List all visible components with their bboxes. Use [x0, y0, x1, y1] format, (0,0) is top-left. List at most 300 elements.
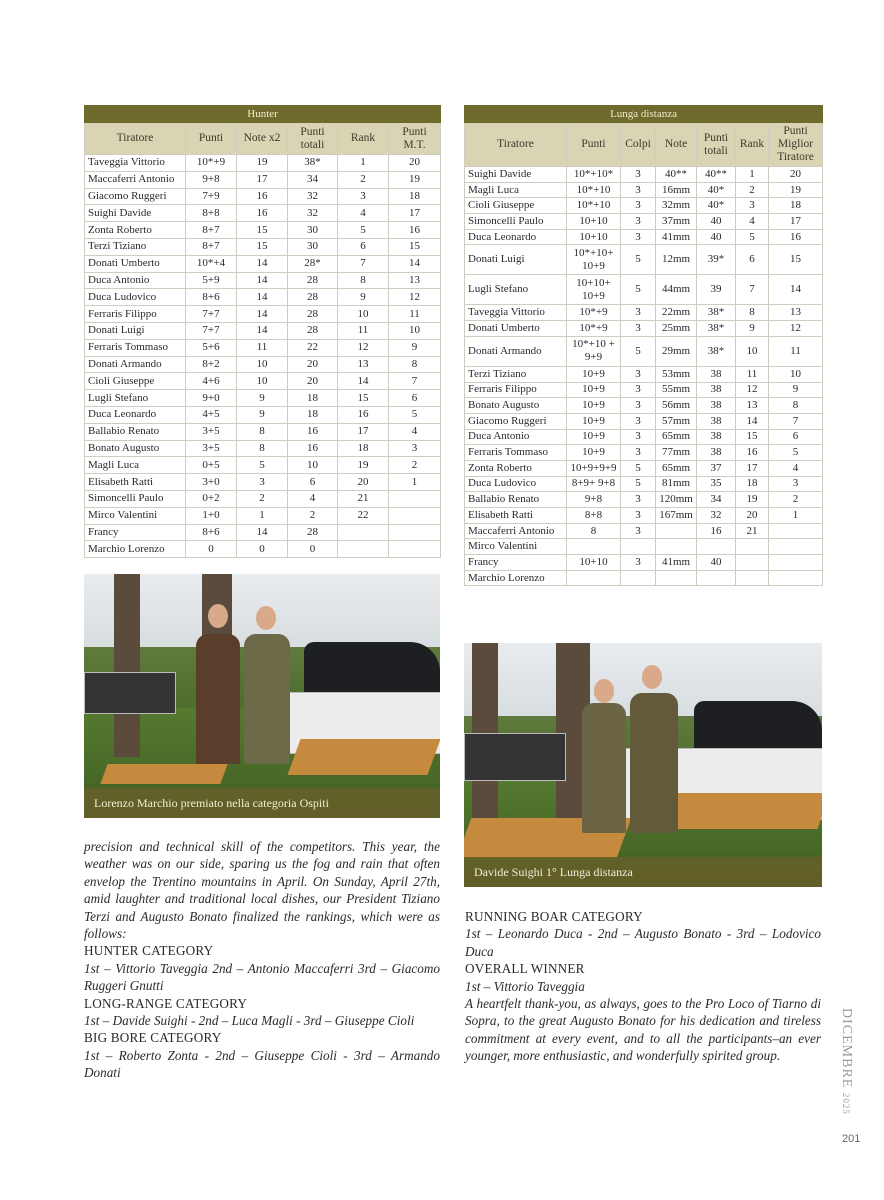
cell-value: 35	[697, 476, 736, 492]
cell-value: 13	[338, 356, 389, 373]
table-row	[85, 524, 441, 541]
shooter-name: Ballabio Renato	[465, 492, 567, 508]
table-row	[85, 541, 441, 558]
cell-value: 8+2	[186, 356, 237, 373]
cell-value: 21	[338, 490, 389, 507]
cell-value: 65mm	[656, 460, 697, 476]
cell-value: 40	[697, 229, 736, 245]
shooter-name: Lugli Stefano	[85, 390, 186, 407]
cell-value: 38*	[697, 305, 736, 321]
cell-value: 10*+10	[567, 198, 621, 214]
cell-value: 77mm	[656, 445, 697, 461]
article-column-left	[84, 838, 440, 1082]
cell-value: 7	[736, 275, 769, 305]
cell-value: 2	[288, 507, 338, 524]
table-row	[465, 492, 823, 508]
table-row	[85, 322, 441, 339]
cell-value: 9+0	[186, 390, 237, 407]
cell-value: 10	[769, 366, 823, 382]
cell-value: 10+9+9+9	[567, 460, 621, 476]
shooter-name: Simoncelli Paulo	[85, 490, 186, 507]
cell-value: 5	[237, 457, 288, 474]
cell-value: 38	[697, 429, 736, 445]
table-row	[85, 222, 441, 239]
cell-value: 32mm	[656, 198, 697, 214]
photo-davide-suighi	[464, 643, 822, 887]
cell-value: 12	[389, 289, 441, 306]
cell-value: 16	[288, 423, 338, 440]
category-heading: HUNTER CATEGORY	[84, 943, 214, 959]
cell-value: 9	[769, 382, 823, 398]
cell-value: 37	[697, 460, 736, 476]
cell-value: 9+8	[567, 492, 621, 508]
column-header: Punti totali	[288, 123, 338, 155]
cell-value: 34	[288, 171, 338, 188]
cell-value: 38*	[697, 321, 736, 337]
cell-value: 10*+10*	[567, 167, 621, 183]
shooter-name: Suighi Davide	[465, 167, 567, 183]
cell-value: 10	[736, 336, 769, 366]
cell-value: 5	[621, 476, 656, 492]
cell-value: 8+7	[186, 222, 237, 239]
cell-value: 7	[338, 255, 389, 272]
cell-value: 12	[736, 382, 769, 398]
cell-value	[389, 507, 441, 524]
table-row	[85, 238, 441, 255]
shooter-name: Taveggia Vittorio	[465, 305, 567, 321]
category-heading: OVERALL WINNER	[465, 961, 585, 977]
cell-value: 3	[621, 229, 656, 245]
shooter-name: Cioli Giuseppe	[85, 373, 186, 390]
cell-value	[769, 570, 823, 586]
shooter-name: Suighi Davide	[85, 205, 186, 222]
cell-value: 22	[288, 339, 338, 356]
long-range-results-table	[464, 105, 823, 586]
cell-value: 3	[621, 167, 656, 183]
cell-value: 34	[697, 492, 736, 508]
cell-value: 3+5	[186, 423, 237, 440]
cell-value: 9	[237, 406, 288, 423]
shooter-name: Mirco Valentini	[465, 539, 567, 555]
table-row	[465, 305, 823, 321]
shooter-name: Duca Leonardo	[465, 229, 567, 245]
cell-value: 29mm	[656, 336, 697, 366]
cell-value: 5	[621, 460, 656, 476]
table-row	[465, 182, 823, 198]
table-row	[465, 214, 823, 230]
cell-value	[567, 539, 621, 555]
table-row	[85, 155, 441, 172]
cell-value: 10+9	[567, 429, 621, 445]
shooter-name: Ferraris Tommaso	[465, 445, 567, 461]
cell-value: 16	[237, 205, 288, 222]
cell-value: 28	[288, 524, 338, 541]
cell-value: 16	[697, 523, 736, 539]
cell-value: 12mm	[656, 245, 697, 275]
cell-value: 38	[697, 382, 736, 398]
cell-value: 40*	[697, 198, 736, 214]
cell-value: 13	[769, 305, 823, 321]
cell-value: 14	[389, 255, 441, 272]
table-row	[465, 570, 823, 586]
cell-value: 10+9	[567, 413, 621, 429]
table-row	[465, 167, 823, 183]
photo-lorenzo-marchio	[84, 574, 440, 818]
cell-value	[736, 570, 769, 586]
cell-value: 20	[288, 356, 338, 373]
cell-value: 19	[769, 182, 823, 198]
cell-value	[621, 539, 656, 555]
photo-caption: Davide Suighi 1° Lunga distanza	[464, 857, 822, 887]
cell-value: 9	[736, 321, 769, 337]
cell-value: 81mm	[656, 476, 697, 492]
cell-value: 6	[389, 390, 441, 407]
cell-value: 10*+10 + 9+9	[567, 336, 621, 366]
cell-value: 4	[769, 460, 823, 476]
category-heading: RUNNING BOAR CATEGORY	[465, 909, 643, 924]
cell-value: 6	[338, 238, 389, 255]
cell-value: 13	[736, 398, 769, 414]
shooter-name: Magli Luca	[465, 182, 567, 198]
cell-value: 7+7	[186, 322, 237, 339]
shooter-name: Duca Leonardo	[85, 406, 186, 423]
cell-value: 5	[389, 406, 441, 423]
cell-value: 10+10	[567, 214, 621, 230]
cell-value: 6	[736, 245, 769, 275]
cell-value: 22mm	[656, 305, 697, 321]
cell-value: 11	[736, 366, 769, 382]
cell-value: 40*	[697, 182, 736, 198]
cell-value: 8+9+ 9+8	[567, 476, 621, 492]
cell-value: 167mm	[656, 508, 697, 524]
cell-value: 10	[389, 322, 441, 339]
cell-value: 7	[389, 373, 441, 390]
column-header: Colpi	[621, 123, 656, 167]
cell-value: 3+0	[186, 474, 237, 491]
shooter-name: Terzi Tiziano	[85, 238, 186, 255]
column-header: Rank	[736, 123, 769, 167]
cell-value: 38*	[697, 336, 736, 366]
cell-value: 15	[389, 238, 441, 255]
cell-value: 3	[237, 474, 288, 491]
cell-value: 15	[769, 245, 823, 275]
cell-value: 19	[389, 171, 441, 188]
cell-value: 0	[288, 541, 338, 558]
table-row	[85, 289, 441, 306]
table-row	[465, 398, 823, 414]
article-paragraph: precision and technical skill of the competitors. This year, the weather was on our side, sparing us the fog and rain that often envelop the Trentino mountains in April. On Sunday, April 27th, amid laughter and traditional local dishes, our President Tiziano Terzi and Augusto Bonato finalized the rankings, which were as follows:	[84, 839, 440, 942]
hunter-results-table	[84, 105, 441, 558]
issue-month: DICEMBRE	[839, 1008, 854, 1089]
cell-value	[697, 539, 736, 555]
table-row	[85, 171, 441, 188]
cell-value: 3	[736, 198, 769, 214]
shooter-name: Donati Luigi	[465, 245, 567, 275]
cell-value: 8	[567, 523, 621, 539]
cell-value	[621, 570, 656, 586]
shooter-name: Francy	[85, 524, 186, 541]
table-row	[465, 321, 823, 337]
cell-value: 18	[389, 188, 441, 205]
cell-value: 14	[338, 373, 389, 390]
cell-value: 55mm	[656, 382, 697, 398]
cell-value	[389, 524, 441, 541]
category-heading: LONG-RANGE CATEGORY	[84, 995, 248, 1011]
cell-value: 5+9	[186, 272, 237, 289]
cell-value: 40**	[656, 167, 697, 183]
cell-value: 8+7	[186, 238, 237, 255]
cell-value: 7	[769, 413, 823, 429]
cell-value: 1	[389, 474, 441, 491]
shooter-name: Francy	[465, 555, 567, 571]
table-row	[465, 275, 823, 305]
cell-value: 10	[288, 457, 338, 474]
shooter-name: Maccaferri Antonio	[465, 523, 567, 539]
table-row	[85, 205, 441, 222]
cell-value: 4+6	[186, 373, 237, 390]
cell-value: 1	[338, 155, 389, 172]
cell-value: 20	[736, 508, 769, 524]
shooter-name: Ferraris Filippo	[85, 306, 186, 323]
cell-value: 3	[621, 413, 656, 429]
table-row	[465, 555, 823, 571]
shooter-name: Duca Antonio	[85, 272, 186, 289]
cell-value: 38	[697, 445, 736, 461]
cell-value: 3	[621, 214, 656, 230]
cell-value: 10	[237, 373, 288, 390]
cell-value: 120mm	[656, 492, 697, 508]
cell-value: 1	[769, 508, 823, 524]
table-row	[85, 390, 441, 407]
table-row	[465, 539, 823, 555]
cell-value: 3	[621, 555, 656, 571]
table-row	[465, 460, 823, 476]
table-row	[85, 306, 441, 323]
cell-value: 16	[237, 188, 288, 205]
cell-value: 65mm	[656, 429, 697, 445]
table-row	[85, 490, 441, 507]
cell-value: 57mm	[656, 413, 697, 429]
table-title: Lunga distanza	[465, 106, 823, 123]
column-header: Rank	[338, 123, 389, 155]
cell-value: 0	[186, 541, 237, 558]
table-row	[465, 508, 823, 524]
cell-value: 3	[621, 305, 656, 321]
cell-value: 3	[621, 321, 656, 337]
article-paragraph: 1st – Davide Suighi - 2nd – Luca Magli - 3rd – Giuseppe Cioli	[84, 1013, 415, 1029]
cell-value: 8	[237, 440, 288, 457]
cell-value: 40	[697, 214, 736, 230]
cell-value	[389, 541, 441, 558]
cell-value	[656, 570, 697, 586]
shooter-name: Ferraris Tommaso	[85, 339, 186, 356]
cell-value: 28	[288, 322, 338, 339]
cell-value: 3	[621, 508, 656, 524]
table-row	[465, 229, 823, 245]
column-header: Punti M.T.	[389, 123, 441, 155]
cell-value: 30	[288, 222, 338, 239]
cell-value	[769, 555, 823, 571]
article-paragraph: 1st – Leonardo Duca - 2nd – Augusto Bonato - 3rd – Lodovico Duca	[465, 926, 821, 959]
table-row	[85, 356, 441, 373]
cell-value	[769, 523, 823, 539]
page-number: 201	[842, 1133, 861, 1145]
article-column-right	[465, 908, 821, 1065]
shooter-name: Bonato Augusto	[85, 440, 186, 457]
cell-value: 19	[736, 492, 769, 508]
article-paragraph: 1st – Vittorio Taveggia	[465, 978, 585, 994]
cell-value: 3	[621, 398, 656, 414]
cell-value: 40**	[697, 167, 736, 183]
table-row	[465, 382, 823, 398]
cell-value: 10+10	[567, 229, 621, 245]
cell-value: 8+6	[186, 524, 237, 541]
cell-value: 14	[237, 524, 288, 541]
cell-value: 28	[288, 306, 338, 323]
cell-value: 14	[769, 275, 823, 305]
cell-value	[697, 570, 736, 586]
cell-value: 5	[769, 445, 823, 461]
cell-value: 10*+10+ 10+9	[567, 245, 621, 275]
shooter-name: Donati Umberto	[465, 321, 567, 337]
cell-value: 56mm	[656, 398, 697, 414]
shooter-name: Giacomo Ruggeri	[85, 188, 186, 205]
cell-value: 18	[736, 476, 769, 492]
shooter-name: Maccaferri Antonio	[85, 171, 186, 188]
column-header: Punti	[567, 123, 621, 167]
cell-value: 16	[389, 222, 441, 239]
cell-value: 10*+10	[567, 182, 621, 198]
cell-value: 5	[621, 245, 656, 275]
cell-value: 3	[621, 429, 656, 445]
shooter-name: Zonta Roberto	[85, 222, 186, 239]
cell-value: 38*	[288, 155, 338, 172]
cell-value: 16	[288, 440, 338, 457]
cell-value: 3	[621, 492, 656, 508]
cell-value: 3	[621, 198, 656, 214]
cell-value: 25mm	[656, 321, 697, 337]
cell-value: 17	[338, 423, 389, 440]
cell-value: 38	[697, 413, 736, 429]
cell-value: 10+9	[567, 398, 621, 414]
cell-value: 3	[621, 366, 656, 382]
cell-value: 10*+4	[186, 255, 237, 272]
cell-value: 39	[697, 275, 736, 305]
cell-value: 8	[389, 356, 441, 373]
cell-value: 10+9	[567, 445, 621, 461]
cell-value: 3	[621, 382, 656, 398]
cell-value: 9	[338, 289, 389, 306]
table-row	[85, 406, 441, 423]
cell-value: 10+9	[567, 382, 621, 398]
column-header: Tiratore	[85, 123, 186, 155]
cell-value: 3	[621, 445, 656, 461]
cell-value	[567, 570, 621, 586]
cell-value: 32	[697, 508, 736, 524]
cell-value: 30	[288, 238, 338, 255]
shooter-name: Terzi Tiziano	[465, 366, 567, 382]
cell-value: 14	[237, 322, 288, 339]
cell-value: 10	[338, 306, 389, 323]
table-title: Hunter	[85, 106, 441, 123]
cell-value: 9+8	[186, 171, 237, 188]
cell-value: 5	[338, 222, 389, 239]
table-row	[85, 474, 441, 491]
cell-value: 3	[769, 476, 823, 492]
cell-value: 15	[736, 429, 769, 445]
table-row	[85, 507, 441, 524]
table-row	[85, 423, 441, 440]
table-row	[85, 188, 441, 205]
cell-value: 4	[338, 205, 389, 222]
cell-value: 7+9	[186, 188, 237, 205]
table-row	[85, 457, 441, 474]
shooter-name: Donati Armando	[85, 356, 186, 373]
cell-value: 40	[697, 555, 736, 571]
shooter-name: Elisabeth Ratti	[85, 474, 186, 491]
cell-value: 11	[769, 336, 823, 366]
cell-value: 8	[237, 423, 288, 440]
cell-value: 32	[288, 188, 338, 205]
table-row	[85, 339, 441, 356]
cell-value: 38	[697, 398, 736, 414]
table-row	[465, 523, 823, 539]
cell-value: 15	[237, 238, 288, 255]
cell-value: 8	[769, 398, 823, 414]
cell-value: 3	[621, 182, 656, 198]
shooter-name: Giacomo Ruggeri	[465, 413, 567, 429]
cell-value: 2	[338, 171, 389, 188]
shooter-name: Donati Luigi	[85, 322, 186, 339]
cell-value: 16	[736, 445, 769, 461]
cell-value: 15	[237, 222, 288, 239]
table-row	[85, 272, 441, 289]
cell-value: 18	[288, 406, 338, 423]
cell-value: 4+5	[186, 406, 237, 423]
cell-value: 19	[338, 457, 389, 474]
cell-value	[769, 539, 823, 555]
cell-value	[656, 539, 697, 555]
cell-value: 4	[389, 423, 441, 440]
table-row	[465, 245, 823, 275]
cell-value: 8+8	[186, 205, 237, 222]
shooter-name: Zonta Roberto	[465, 460, 567, 476]
cell-value	[389, 490, 441, 507]
cell-value	[656, 523, 697, 539]
shooter-name: Donati Umberto	[85, 255, 186, 272]
article-paragraph: A heartfelt thank-you, as always, goes to the Pro Loco of Tiarno di Sopra, to the great Augusto Bonato for his dedication and tireless commitment at every event, and to all the participants–an ever younger, more enthusiastic, and wonderfully spirited group.	[465, 996, 821, 1064]
cell-value: 2	[237, 490, 288, 507]
cell-value: 4	[288, 490, 338, 507]
shooter-name: Duca Ludovico	[85, 289, 186, 306]
cell-value: 0	[237, 541, 288, 558]
table-row	[465, 198, 823, 214]
table-row	[85, 440, 441, 457]
shooter-name: Cioli Giuseppe	[465, 198, 567, 214]
cell-value: 12	[769, 321, 823, 337]
cell-value: 14	[237, 272, 288, 289]
shooter-name: Marchio Lorenzo	[85, 541, 186, 558]
table-row	[85, 373, 441, 390]
cell-value: 2	[769, 492, 823, 508]
cell-value: 11	[389, 306, 441, 323]
cell-value: 1+0	[186, 507, 237, 524]
shooter-name: Ballabio Renato	[85, 423, 186, 440]
cell-value: 8+6	[186, 289, 237, 306]
cell-value: 20	[288, 373, 338, 390]
column-header: Punti totali	[697, 123, 736, 167]
shooter-name: Simoncelli Paulo	[465, 214, 567, 230]
